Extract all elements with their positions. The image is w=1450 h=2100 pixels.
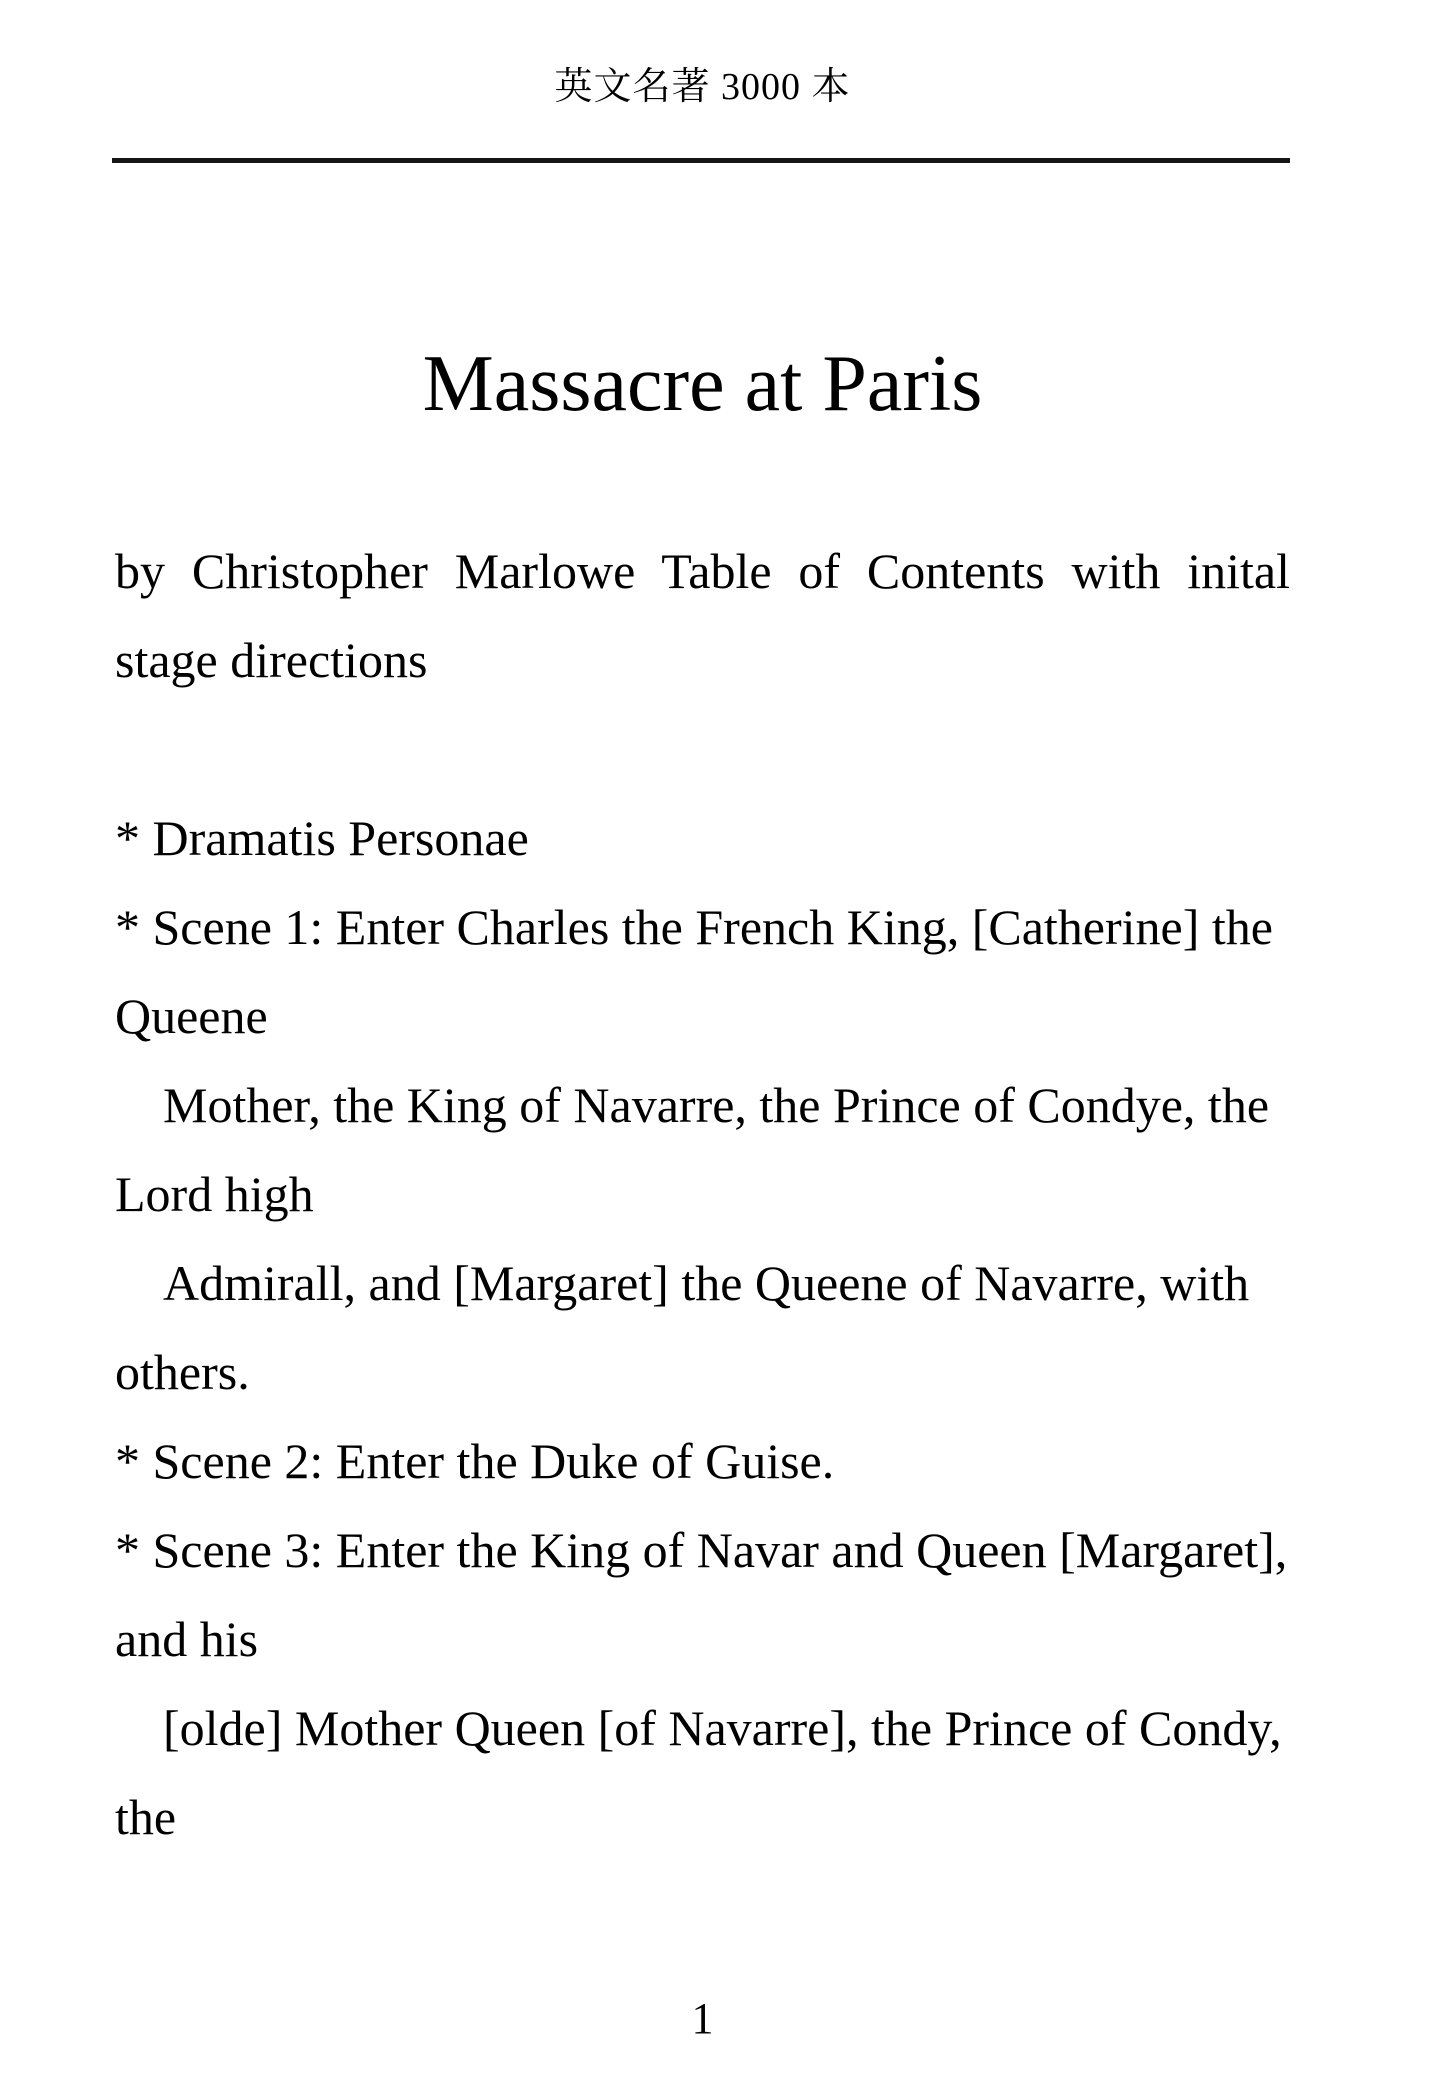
body-line: * Dramatis Personae	[115, 810, 529, 866]
page-number: 1	[691, 1994, 714, 2043]
body-line: by Christopher Marlowe Table of Contents with inital	[115, 543, 1290, 599]
body-text-block	[115, 527, 1290, 1862]
header-divider-rule	[112, 158, 1290, 163]
body-line: stage directions	[115, 632, 428, 688]
body-line: the	[115, 1789, 177, 1845]
body-line: * Scene 1: Enter Charles the French King, [Catherine] the	[115, 899, 1273, 955]
body-line: Admirall, and [Margaret] the Queene of Navarre, with	[163, 1255, 1250, 1311]
body-line: others.	[115, 1344, 250, 1400]
body-line: [olde] Mother Queen [of Navarre], the Prince of Condy,	[163, 1700, 1282, 1756]
body-line: Mother, the King of Navarre, the Prince of Condye, the	[163, 1077, 1270, 1133]
body-line: Queene	[115, 988, 268, 1044]
page-title: Massacre at Paris	[422, 340, 983, 428]
body-line: * Scene 3: Enter the King of Navar and Queen [Margaret],	[115, 1522, 1288, 1578]
running-header: 英文名著 3000 本	[554, 66, 851, 108]
body-line	[115, 705, 1290, 794]
body-line: and his	[115, 1611, 259, 1667]
body-line: Lord high	[115, 1166, 314, 1222]
body-line: * Scene 2: Enter the Duke of Guise.	[115, 1433, 835, 1489]
